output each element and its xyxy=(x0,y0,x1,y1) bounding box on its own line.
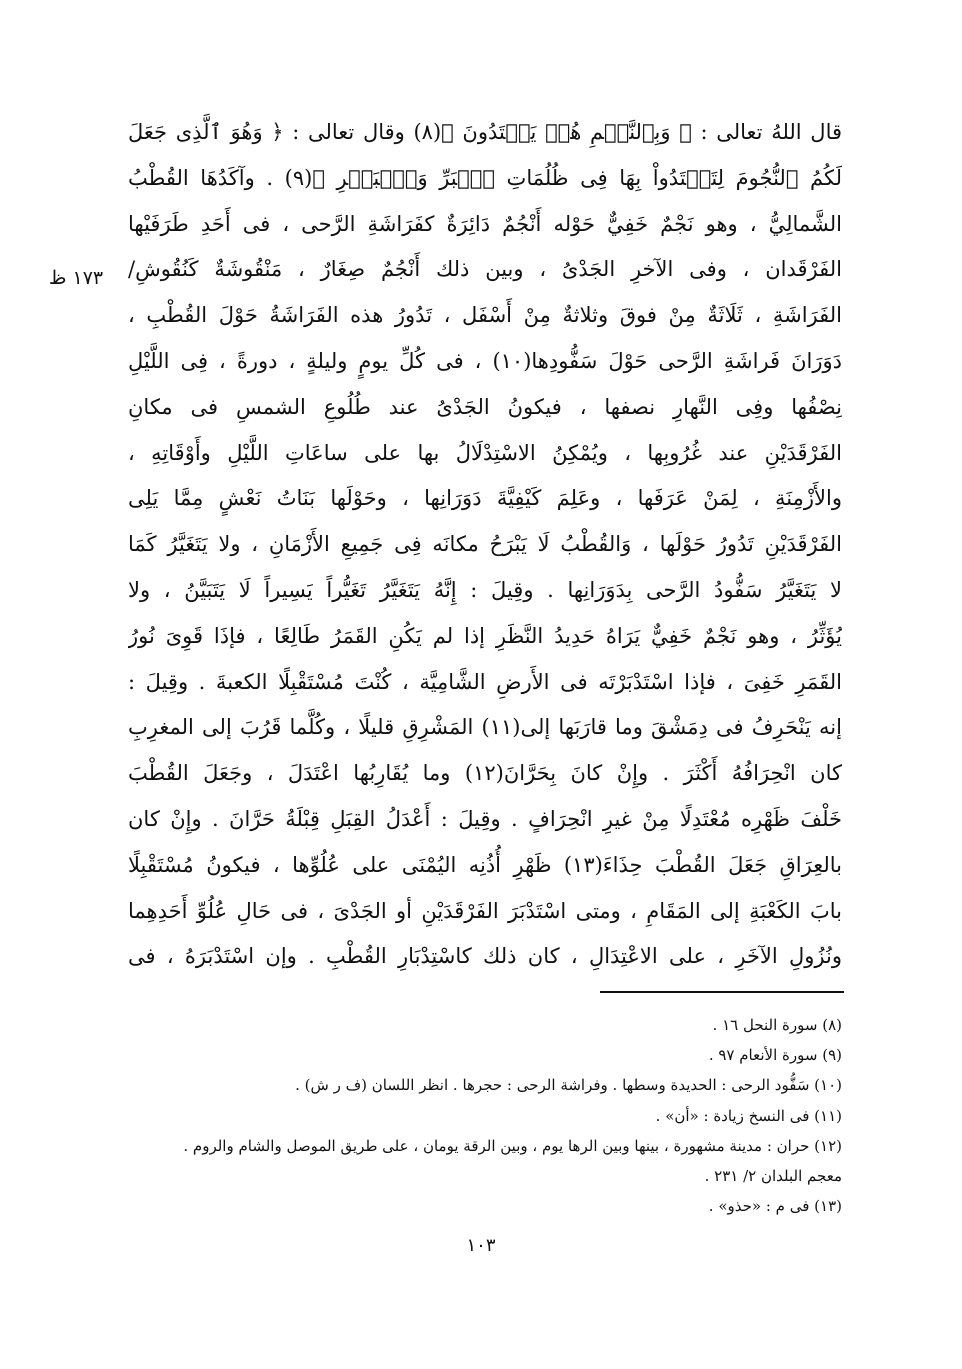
footnotes-block xyxy=(118,1010,842,1221)
text-line: الفَرَاشَةِ ، ثَلَاثَةٌ مِنْ فوقَ وثلاثةٌ مِنْ أَسْفَل ، تَدُورُ هذه الفَرَاشَةُ حَوْلَ القُطْبِ ، xyxy=(128,303,842,328)
main-text-block xyxy=(128,110,842,980)
text-line: يُؤَثِّرُ ، وهو نَجْمٌ خَفِيٌّ يَرَاهُ حَدِيدُ النَّظَرِ إذا لم يَكُنِ القَمَرُ طَالِعًا ، فإذَا قَوِىَ نُورُ xyxy=(128,623,842,648)
text-line: القَمَرِ خَفِىَ ، فإذا اسْتَدْبَرْتَه فى الأَرضِ الشَّامِيَّة ، كُنْتَ مُسْتَقْبِلًا الكعبةَ . وقِيلَ : xyxy=(128,669,842,694)
text-line: إنه يَنْحَرِفُ فى دِمَشْقَ وما قارَبَها إلى(١١) المَشْرِقِ قليلًا ، وكُلَّما قَرُبَ إلى المغرِبِ xyxy=(128,715,842,740)
text-line: الشَّمالِيُّ ، وهو نَجْمٌ خَفِيٌّ حَوْله أَنْجُمٌ دَائِرَةٌ كفَرَاشَةِ الرَّحى ، فى أَحَدِ طَرَفَيْها xyxy=(128,211,842,236)
text-line: الفَرْقَدَيْنِ تَدُورُ حَوْلَها ، وَالقُطْبُ لَا يَبْرَحُ مكانَه فِى جَمِيعِ الأَزْمَانِ ، ولا يَتَغَيَّرُ كَمَا xyxy=(128,532,842,557)
manuscript-folio-note: ١٧٣ ظ xyxy=(48,267,104,289)
text-line: خَلْفَ ظَهْرِه مُعْتَدِلًا مِنْ غيرِ انْحِرَافٍ . وقِيلَ : أَعْدَلُ القِبَلِ قِبْلَةُ حَرَّانَ . وإِنْ كان xyxy=(128,806,842,831)
text-line: لا يَتَغَيَّرُ سَفُّودُ الرَّحى بِدَوَرَانِها . وقِيلَ : إِنَّهُ يَتَغَيَّرُ تَغَيُّراً يَسِيراً لَا يَتَبَيَّنُ ، ولا xyxy=(128,577,842,602)
text-line: الفَرْقَدان ، وفى الآخرِ الجَدْىُ ، وبين ذلك أَنْجُمٌ صِغَارٌ ، مَنْقُوشَةٌ كَنُقُوشِ/ xyxy=(128,257,842,282)
footnote: (١٢) حران : مدينة مشهورة ، بينها وبين الرها يوم ، وبين الرقة يومان ، على طريق الموصل والشام والروم . xyxy=(183,1136,842,1155)
footnote: (٨) سورة النحل ١٦ . xyxy=(712,1016,842,1034)
text-line: الفَرْقَدَيْنِ عند غُرُوبِها ، ويُمْكِنُ الاسْتِدْلَالُ بها على ساعَاتِ اللَّيْلِ وأَوْقَاتِهِ ، xyxy=(128,440,842,465)
footnote: (١٣) فى م : «حذو» . xyxy=(708,1197,842,1216)
footnote-separator xyxy=(600,991,844,993)
footnote: (٩) سورة الأنعام ٩٧ . xyxy=(708,1046,842,1065)
text-line: كان انْحِرَافُهُ أَكْثَرَ . وإِنْ كانَ بِحَرَّانَ(١٢) وما يُقَارِبُها اعْتَدَلَ ، وجَعَلَ القُطْبَ xyxy=(128,761,842,786)
text-line: قال اللهُ تعالى : ﴿ وَبِٱلنَّجۡمِ هُمۡ يَهۡتَدُونَ ﴾(٨) وقال تعالى : ﴿ وَهُوَ ٱلَّذِى جَعَلَ xyxy=(128,120,842,144)
text-line: ونُزُولِ الآخَرِ ، على الاعْتِدَالِ ، كان ذلك كاسْتِدْبَارِ القُطْبِ . وإن اسْتَدْبَرَهُ ، فى xyxy=(128,944,842,969)
text-line: لَكُمُ ٱلنُّجُومَ لِتَهۡتَدُواْ بِهَا فِى ظُلُمَاتِ ٱلۡبَرِّ وَٱلۡبَحۡرِ ﴾(٩) . وآكَدُهَا القُطْبُ xyxy=(128,165,842,190)
text-line: بالعِرَاقِ جَعَلَ القُطْبَ حِذَاءَ(١٣) ظَهْرِ أُذُنِه اليُمْنَى على عُلُوِّها ، فيكونُ مُسْتَقْبِلًا xyxy=(128,852,842,877)
text-line: والأَزْمِنَةِ ، لِمَنْ عَرَفَها ، وعَلِمَ كَيْفِيَّةَ دَوَرَانِها ، وحَوْلَها بَنَاتُ نَعْشٍ مِمَّا يَلِى xyxy=(128,486,842,511)
text-line: دَوَرَانَ فَراشَةِ الرَّحى حَوْلَ سَفُّودِها(١٠) ، فى كُلِّ يومٍ وليلةٍ ، دورةً ، فِى اللَّيْلِ xyxy=(128,348,842,373)
text-line: نِصْفُها وفِى النَّهارِ نصفها ، فيكونُ الجَدْىُ عند طُلُوعِ الشمسِ فى مكانِ xyxy=(128,394,842,419)
footnote: (١١) فى النسخ زيادة : «أن» . xyxy=(655,1106,842,1125)
text-line: بابَ الكَعْبَةِ إلى المَقَامِ ، ومتى اسْتَدْبَرَ الفَرْقَدَيْنِ أو الجَدْىَ ، فى حَالِ عُلُوِّ أَحَدِهِما xyxy=(128,898,842,923)
page-number: ١٠٣ xyxy=(466,1235,496,1256)
footnote: (١٠) سَفُّود الرحى : الحديدة وسطها . وفراشة الرحى : حجرها . انظر اللسان (ف ر ش) . xyxy=(295,1076,842,1095)
footnote: معجم البلدان ٢/ ٢٣١ . xyxy=(704,1166,842,1185)
